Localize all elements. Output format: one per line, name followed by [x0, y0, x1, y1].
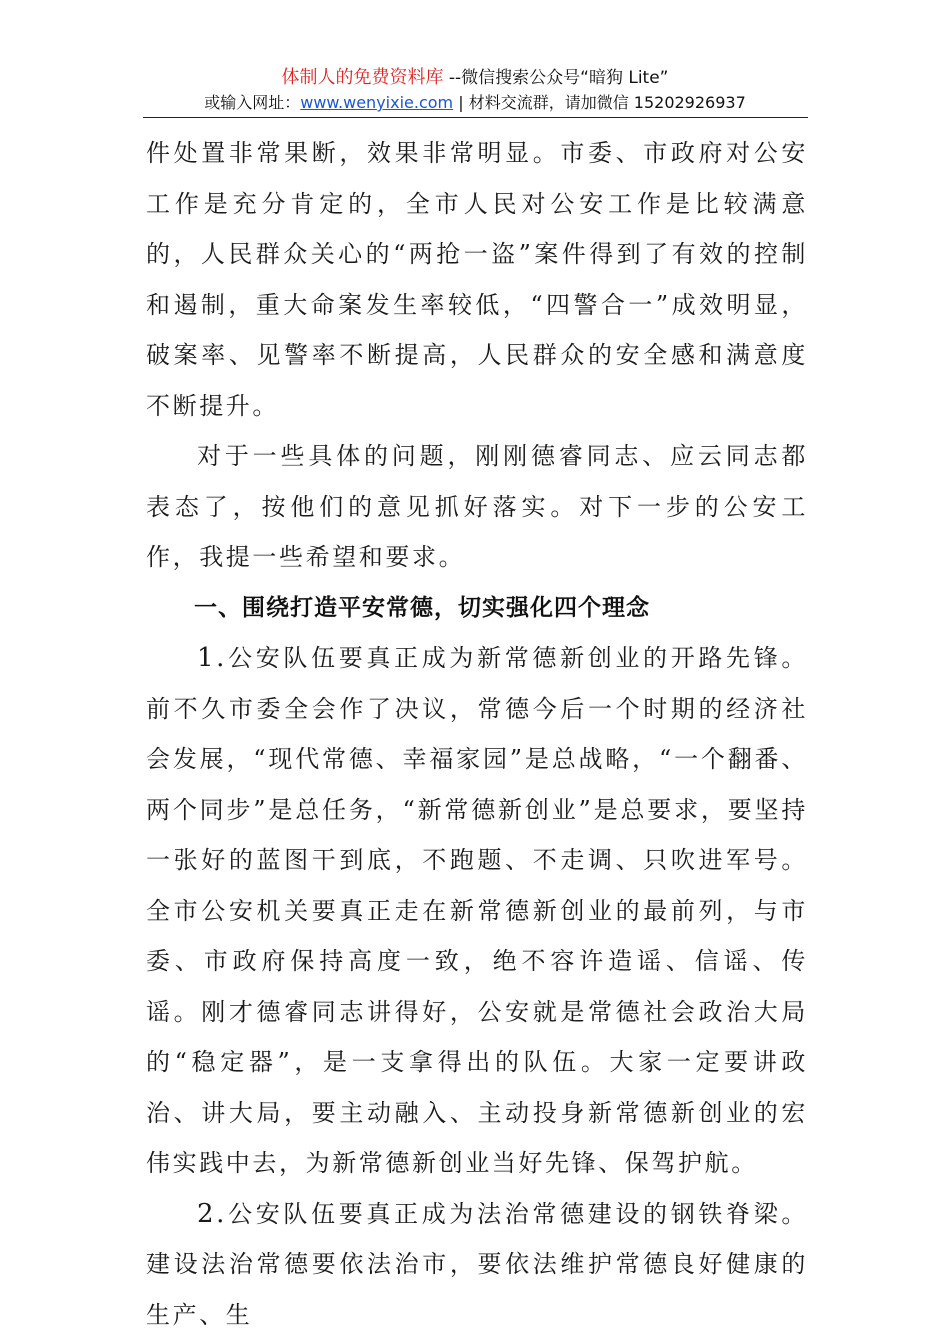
item-number-2: 2. — [197, 1198, 228, 1229]
paragraph-3-text: 公安队伍要真正成为新常德新创业的开路先锋。前不久市委全会作了决议，常德今后一个时期的经济社会发展，“现代常德、幸福家园”是总战略，“一个翻番、两个同步”是总任务，“新常德新创业”是总要求，要坚持一张好的蓝图干到底，不跑题、不走调、只吹进军号。全市公安机关要真正走在新常德新创业的最前列，与市委、市政府保持高度一致，绝不容许造谣、信谣、传谣。刚才德睿同志讲得好，公安就是常德社会政治大局的“稳定器”，是一支拿得出的队伍。大家一定要讲政治、讲大局，要主动融入、主动投身新常德新创业的宏伟实践中去，为新常德新创业当好先锋、保驾护航。 — [146, 644, 808, 1177]
contact-info: | 材料交流群，请加微信 15202926937 — [453, 93, 746, 112]
url-prefix: 或输入网址： — [204, 93, 301, 112]
header-line-2 — [0, 92, 950, 114]
paragraph-4-text: 公安队伍要真正成为法治常德建设的钢铁脊梁。建设法治常德要依法治市，要依法维护常德良好健康的生产、生 — [146, 1199, 808, 1329]
header-divider — [143, 117, 808, 118]
page-header — [0, 66, 950, 114]
paragraph-3 — [146, 633, 808, 1189]
paragraph-4 — [146, 1189, 808, 1341]
document-body — [146, 128, 808, 1340]
item-number-1: 1. — [197, 643, 228, 673]
header-line-1 — [0, 66, 950, 90]
paragraph-2: 对于一些具体的问题，刚刚德睿同志、应云同志都表态了，按他们的意见抓好落实。对下一步的公安工作，我提一些希望和要求。 — [146, 442, 808, 571]
paragraph-1: 件处置非常果断，效果非常明显。市委、市政府对公安工作是充分肯定的，全市人民对公安工作是比较满意的，人民群众关心的“两抢一盗”案件得到了有效的控制和遏制，重大命案发生率较低，“四警合一”成效明显，破案率、见警率不断提高，人民群众的安全感和满意度不断提升。 — [146, 139, 808, 420]
website-link[interactable]: www.wenyixie.com — [300, 93, 454, 112]
wechat-tip: --微信搜索公众号“暗狗 Lite” — [443, 68, 669, 88]
site-name[interactable]: 体制人的免费资料库 — [281, 67, 444, 88]
section-heading-1: 一、围绕打造平安常德，切实强化四个理念 — [194, 594, 650, 621]
